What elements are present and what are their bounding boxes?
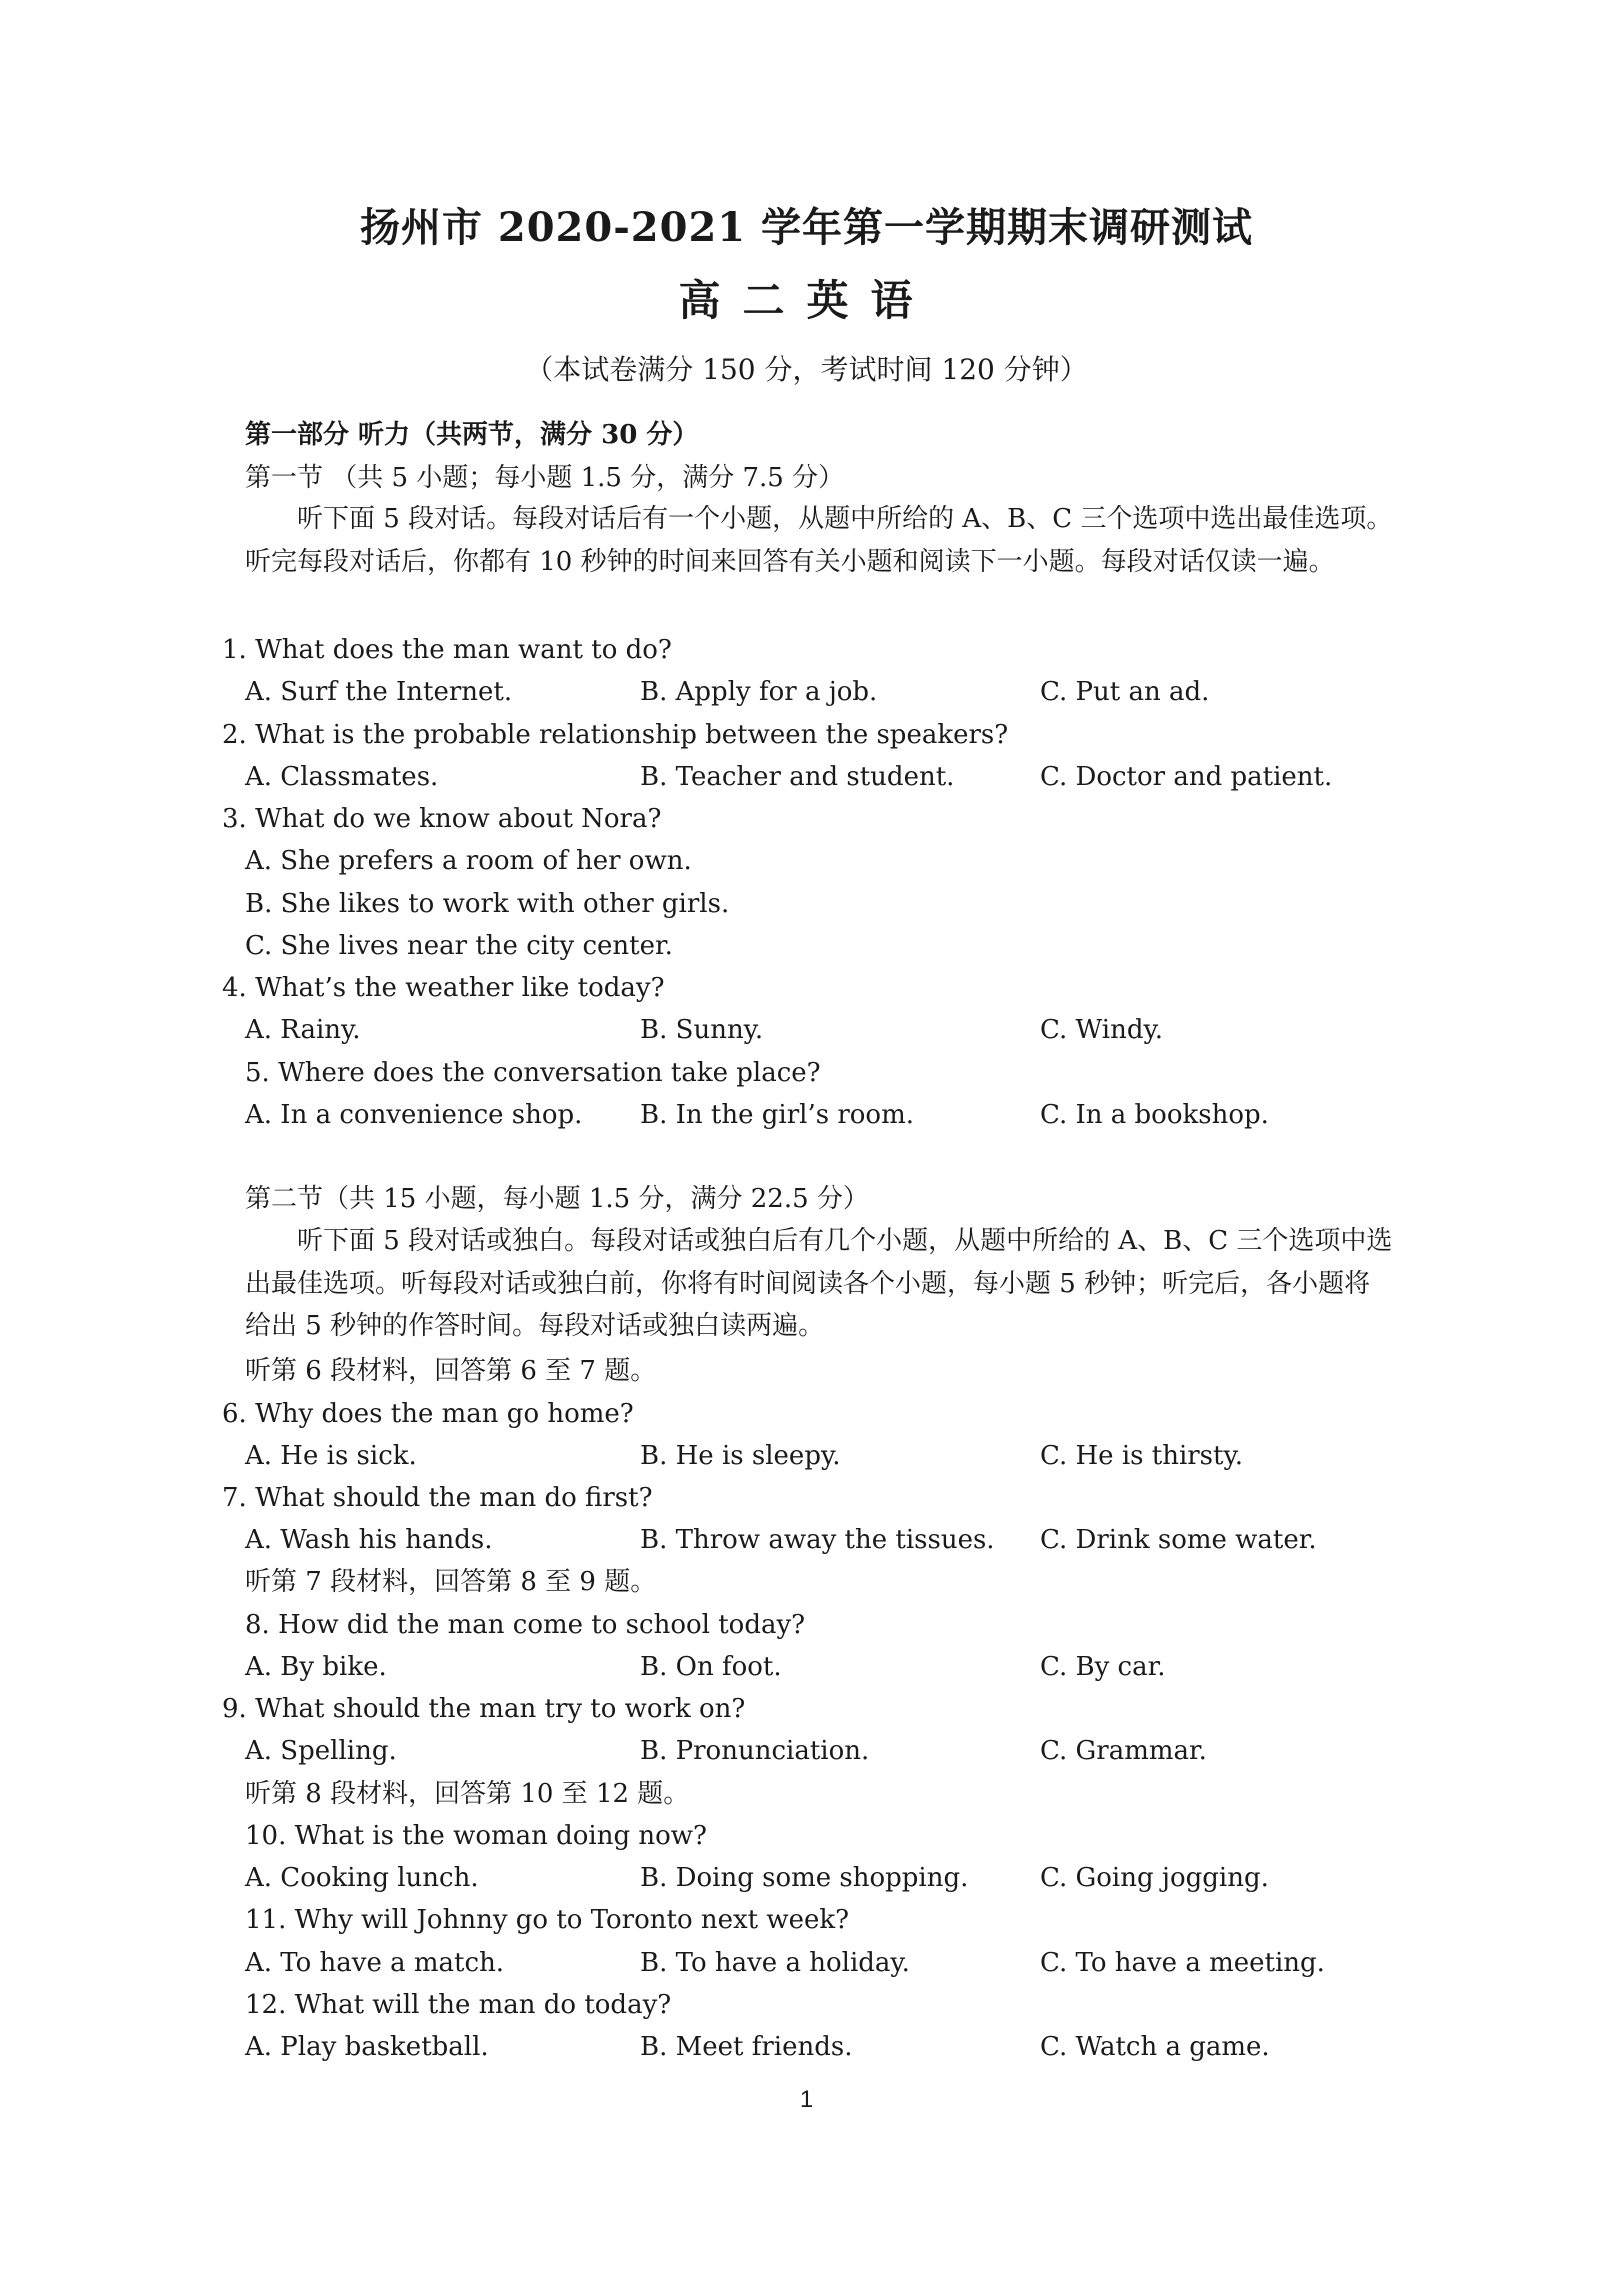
option-a: A. Spelling. [245,1736,397,1766]
page-number: 1 [799,2086,814,2113]
section2-heading: 第二节（共 15 小题，每小题 1.5 分，满分 22.5 分） [245,1184,869,1214]
question-stem: 9. What should the man try to work on? [222,1694,746,1724]
option-b: B. Throw away the tissues. [640,1525,995,1555]
option-b: B. To have a holiday. [640,1948,910,1978]
page-title: 扬州市 2020-2021 学年第一学期期末调研测试 [359,204,1254,251]
question-stem: 5. Where does the conversation take place? [245,1058,821,1088]
option-b: B. In the girl’s room. [640,1100,914,1130]
option-c: C. Windy. [1040,1015,1163,1045]
option-a: A. Play basketball. [245,2032,489,2062]
question-stem: 11. Why will Johnny go to Toronto next week? [245,1905,850,1935]
question-stem: 1. What does the man want to do? [222,635,672,665]
question-stem: 7. What should the man do first? [222,1483,653,1513]
page-subtitle: 高二英语 [678,276,935,325]
option-a: A. In a convenience shop. [245,1100,583,1130]
option-c: C. He is thirsty. [1040,1441,1243,1471]
option-a: A. Surf the Internet. [245,677,513,707]
question-stem: 10. What is the woman doing now? [245,1821,707,1851]
question-stem: 6. Why does the man go home? [222,1399,634,1429]
section2-instructions: 听下面 5 段对话或独白。每段对话或独白后有几个小题，从题中所给的 A、B、C 三个选项中选出最佳选项。听每段对话或独白前，你将有时间阅读各个小题，每小题 5 秒钟；听完后，各小题将给出 5 秒钟的作答时间。每段对话或独白读两遍。 [245,1226,1393,1341]
option-b: B. She likes to work with other girls. [245,889,730,919]
question-stem: 8. How did the man come to school today? [245,1610,806,1640]
material-note: 听第 7 段材料，回答第 8 至 9 题。 [245,1567,657,1597]
option-c: C. Drink some water. [1040,1525,1317,1555]
option-a: A. Wash his hands. [245,1525,493,1555]
option-c: C. Put an ad. [1040,677,1210,707]
material-note: 听第 8 段材料，回答第 10 至 12 题。 [245,1779,690,1809]
option-c: C. Going jogging. [1040,1863,1269,1893]
option-b: B. On foot. [640,1652,782,1682]
section1-heading: 第一节 （共 5 小题；每小题 1.5 分，满分 7.5 分） [245,463,845,493]
question-stem: 3. What do we know about Nora? [222,804,662,834]
question-stem: 4. What’s the weather like today? [222,973,665,1003]
section1-instructions: 听下面 5 段对话。每段对话后有一个小题，从题中所给的 A、B、C 三个选项中选出最佳选项。听完每段对话后，你都有 10 秒钟的时间来回答有关小题和阅读下一小题。每段对话仅读一遍。 [245,504,1393,577]
option-b: B. He is sleepy. [640,1441,841,1471]
option-b: B. Sunny. [640,1015,764,1045]
question-stem: 2. What is the probable relationship between the speakers? [222,720,1009,750]
option-b: B. Apply for a job. [640,677,878,707]
option-b: B. Doing some shopping. [640,1863,969,1893]
option-c: C. She lives near the city center. [245,931,673,961]
option-c: C. In a bookshop. [1040,1100,1269,1130]
option-b: B. Pronunciation. [640,1736,870,1766]
option-a: A. Classmates. [245,762,439,792]
option-c: C. Watch a game. [1040,2032,1270,2062]
option-b: B. Meet friends. [640,2032,853,2062]
exam-note: （本试卷满分 150 分，考试时间 120 分钟） [525,353,1088,386]
option-a: A. She prefers a room of her own. [245,846,692,876]
option-a: A. To have a match. [245,1948,505,1978]
option-c: C. By car. [1040,1652,1166,1682]
question-stem: 12. What will the man do today? [245,1990,672,2020]
option-b: B. Teacher and student. [640,762,955,792]
option-c: C. Doctor and patient. [1040,762,1333,792]
part1-heading: 第一部分 听力（共两节，满分 30 分） [245,420,699,450]
option-a: A. By bike. [245,1652,387,1682]
option-a: A. Rainy. [245,1015,361,1045]
option-a: A. Cooking lunch. [245,1863,479,1893]
option-a: A. He is sick. [245,1441,417,1471]
option-c: C. Grammar. [1040,1736,1207,1766]
material-note: 听第 6 段材料，回答第 6 至 7 题。 [245,1356,657,1386]
option-c: C. To have a meeting. [1040,1948,1325,1978]
